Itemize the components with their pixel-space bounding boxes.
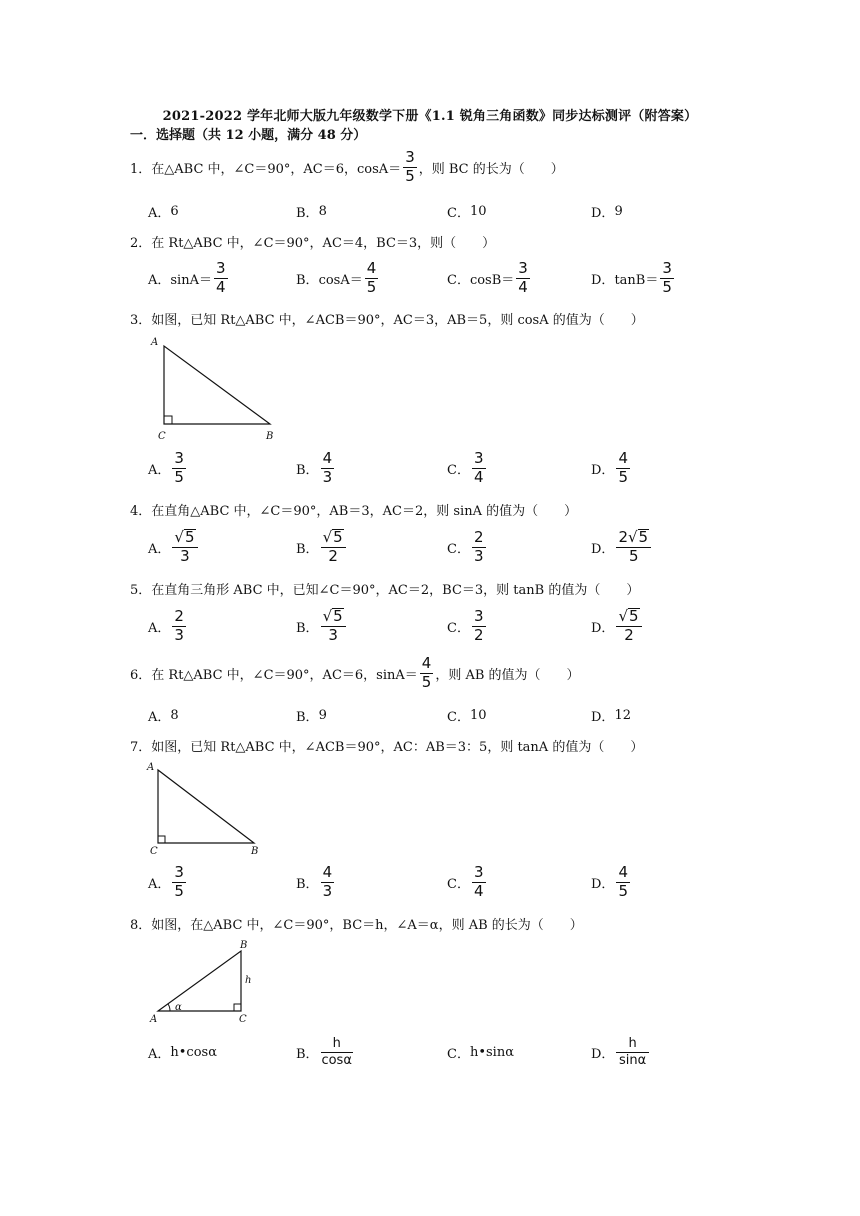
- question-5: 5．在直角三角形 ABC 中，已知∠C＝90°，AC＝2，BC＝3，则 tanB 的值为（ ）: [130, 583, 640, 598]
- option-b[interactable]: B． 9: [296, 707, 327, 725]
- question-8-figure: [146, 938, 266, 1032]
- right-angle-mark: [234, 1004, 241, 1011]
- option-b[interactable]: B． cosA＝ $\frac{4}{5}$: [296, 258, 377, 296]
- option-d[interactable]: D． $\frac{4}{5}$: [591, 448, 628, 486]
- question-6-options: [148, 695, 748, 735]
- option-c[interactable]: C． $\frac{3}{4}$: [447, 448, 484, 486]
- question-7: 7．如图，已知 Rt△ABC 中，∠ACB＝90°，AC：AB＝3：5，则 tanA 的值为（ ）: [130, 740, 644, 755]
- side-h-label: h: [245, 975, 252, 986]
- question-6: [130, 656, 580, 691]
- option-d[interactable]: D． 12: [591, 707, 631, 725]
- right-angle-mark: [158, 836, 165, 843]
- option-a[interactable]: A． √ 5 3: [148, 527, 200, 567]
- angle-alpha-label: α: [175, 1002, 182, 1013]
- option-c[interactable]: C． cosB＝ $\frac{3}{4}$: [447, 258, 528, 296]
- page-title: 2021-2022 学年北师大版九年级数学下册《1.1 锐角三角函数》同步达标测评（附答案）: [162, 109, 698, 124]
- option-d[interactable]: D． $\frac{h}{\sin\alpha}$: [591, 1032, 651, 1072]
- option-a[interactable]: A． h•cosα: [148, 1044, 217, 1062]
- question-7-options: [148, 862, 748, 902]
- option-c[interactable]: C． $\frac{3}{4}$: [447, 862, 484, 900]
- vertex-a-label: A: [151, 337, 159, 348]
- option-a[interactable]: A． 8: [148, 707, 179, 725]
- vertex-a-label: A: [150, 1014, 158, 1025]
- question-6-text-start: 6．在 Rt△ABC 中，∠C＝90°，AC＝6，sinA＝: [130, 667, 418, 683]
- vertex-c-label: C: [158, 431, 166, 442]
- question-8-options: [148, 1032, 748, 1072]
- question-6-fraction: $\frac{4}{5}$: [421, 654, 432, 691]
- question-1-fraction: $\frac{3}{5}$: [405, 148, 415, 185]
- question-1: [130, 150, 564, 185]
- option-c[interactable]: C． 10: [447, 707, 487, 725]
- option-b[interactable]: B． 8: [296, 203, 327, 221]
- question-7-figure: [144, 761, 269, 861]
- triangle: [158, 951, 241, 1011]
- vertex-b-label: B: [240, 940, 248, 951]
- option-d[interactable]: D． 9: [591, 203, 623, 221]
- question-2-options: [148, 258, 748, 298]
- option-c[interactable]: C． 10: [447, 203, 487, 221]
- option-b[interactable]: B． $\frac{4}{3}$: [296, 862, 333, 900]
- vertex-a-label: A: [147, 762, 155, 773]
- question-1-text-end: ，则 BC 的长为（ ）: [418, 161, 564, 177]
- question-3-figure: [148, 336, 283, 452]
- vertex-b-label: B: [266, 431, 274, 442]
- section-title: 一．选择题（共 12 小题，满分 48 分）: [130, 128, 367, 143]
- question-8: 8．如图，在△ABC 中，∠C＝90°，BC＝h，∠A＝α，则 AB 的长为（ ）: [130, 918, 583, 933]
- triangle: [164, 346, 270, 424]
- option-c[interactable]: C． h•sinα: [447, 1044, 514, 1062]
- question-4: 4．在直角△ABC 中，∠C＝90°，AB＝3，AC＝2，则 sinA 的值为（ ）: [130, 504, 578, 519]
- question-1-text-start: 1．在△ABC 中，∠C＝90°，AC＝6，cosA＝: [130, 161, 402, 177]
- option-c[interactable]: C． $\frac{2}{3}$: [447, 527, 484, 565]
- question-3: 3．如图，已知 Rt△ABC 中，∠ACB＝90°，AC＝3，AB＝5，则 cosA 的值为（ ）: [130, 313, 644, 328]
- option-a[interactable]: A． $\frac{3}{5}$: [148, 862, 184, 900]
- question-4-options: [148, 527, 748, 567]
- option-c[interactable]: C． $\frac{3}{2}$: [447, 606, 484, 644]
- question-5-options: [148, 606, 748, 646]
- question-2: 2．在 Rt△ABC 中，∠C＝90°，AC＝4，BC＝3，则（ ）: [130, 236, 496, 251]
- angle-arc: [168, 1004, 170, 1011]
- option-b[interactable]: B． √ 5 2: [296, 527, 348, 567]
- vertex-c-label: C: [150, 846, 158, 857]
- triangle: [158, 770, 254, 843]
- vertex-c-label: C: [239, 1014, 247, 1025]
- option-a[interactable]: A． $\frac{2}{3}$: [148, 606, 184, 644]
- option-d[interactable]: D． tanB＝ $\frac{3}{5}$: [591, 258, 672, 296]
- option-b[interactable]: B． √ 5 3: [296, 606, 348, 646]
- vertex-b-label: B: [251, 846, 259, 857]
- option-d[interactable]: D． √ 5 2: [591, 606, 644, 646]
- question-6-text-end: ，则 AB 的值为（ ）: [435, 667, 580, 683]
- question-3-options: [148, 448, 748, 488]
- option-a[interactable]: A． 6: [148, 203, 179, 221]
- question-1-options: [148, 191, 748, 231]
- option-b[interactable]: B． $\frac{h}{\cos\alpha}$: [296, 1035, 352, 1068]
- option-d[interactable]: D． $\frac{4}{5}$: [591, 862, 628, 900]
- option-a[interactable]: A． $\frac{3}{5}$: [148, 448, 184, 486]
- option-b[interactable]: B． $\frac{4}{3}$: [296, 448, 333, 486]
- option-a[interactable]: A． sinA＝ $\frac{3}{4}$: [148, 258, 226, 296]
- right-angle-mark: [164, 416, 172, 424]
- option-d[interactable]: D． 2 √ 5 5: [591, 527, 653, 567]
